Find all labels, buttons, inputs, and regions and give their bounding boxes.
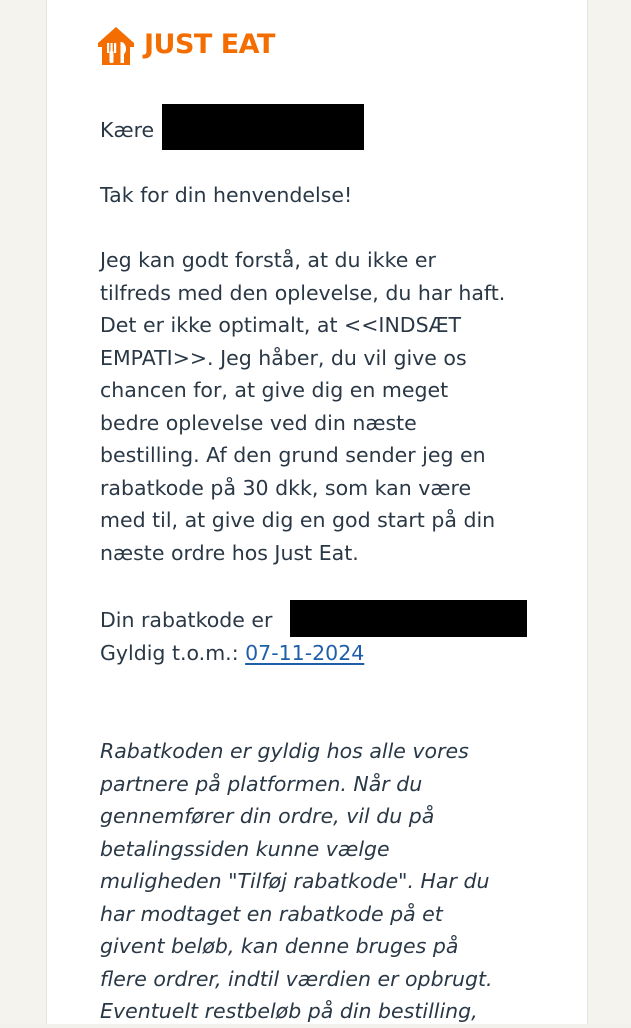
- terms-line: partnere på platformen. Når du: [100, 771, 423, 796]
- body-line: næste ordre hos Just Eat.: [100, 540, 359, 565]
- body-line: rabatkode på 30 dkk, som kan være: [100, 475, 472, 500]
- brand-name: JUST EAT: [144, 29, 275, 60]
- house-fork-knife-icon: [94, 23, 138, 67]
- body-line: Det er ikke optimalt, at <<INDSÆT: [100, 313, 462, 337]
- body-paragraph: [100, 244, 560, 569]
- background-left: [0, 0, 46, 1024]
- body-line: chancen for, at give dig en meget: [100, 378, 449, 402]
- terms-line: givent beløb, kan denne bruges på: [100, 934, 459, 958]
- terms-paragraph: [100, 735, 560, 1028]
- terms-line: betalingssiden kunne vælge: [100, 836, 390, 861]
- validity-label: Gyldig t.o.m.:: [100, 641, 239, 665]
- redacted-recipient-name: [162, 104, 364, 150]
- body-line: bedre oplevelse ved din næste: [100, 410, 417, 435]
- thanks-line: Tak for din henvendelse!: [100, 183, 353, 207]
- background-right: [586, 0, 631, 1024]
- body-line: Jeg kan godt forstå, at du ikke er: [100, 248, 436, 272]
- brand-logo[interactable]: [94, 22, 275, 68]
- redacted-discount-code: [290, 600, 527, 637]
- terms-line: flere ordrer, indtil værdien er opbrugt.: [100, 966, 493, 991]
- body-line: bestilling. Af den grund sender jeg en: [100, 443, 486, 467]
- validity-line: [100, 637, 560, 670]
- body-line: EMPATI>>. Jeg håber, du vil give os: [100, 345, 467, 370]
- terms-line: Eventuelt restbeløb på din bestilling,: [100, 999, 478, 1023]
- terms-line: Rabatkoden er gyldig hos alle vores: [100, 739, 469, 763]
- greeting: Kære: [100, 118, 155, 142]
- body-line: tilfreds med den oplevelse, du har haft.: [100, 280, 506, 305]
- validity-date-link[interactable]: 07-11-2024: [245, 641, 365, 665]
- terms-line: gennemfører din ordre, vil du på: [100, 804, 435, 828]
- terms-line: muligheden "Tilføj rabatkode". Har du: [100, 869, 490, 893]
- terms-line: har modtaget en rabatkode på et: [100, 901, 443, 926]
- discount-code-label: Din rabatkode er: [100, 608, 273, 632]
- body-line: med til, at give dig en god start på din: [100, 508, 496, 532]
